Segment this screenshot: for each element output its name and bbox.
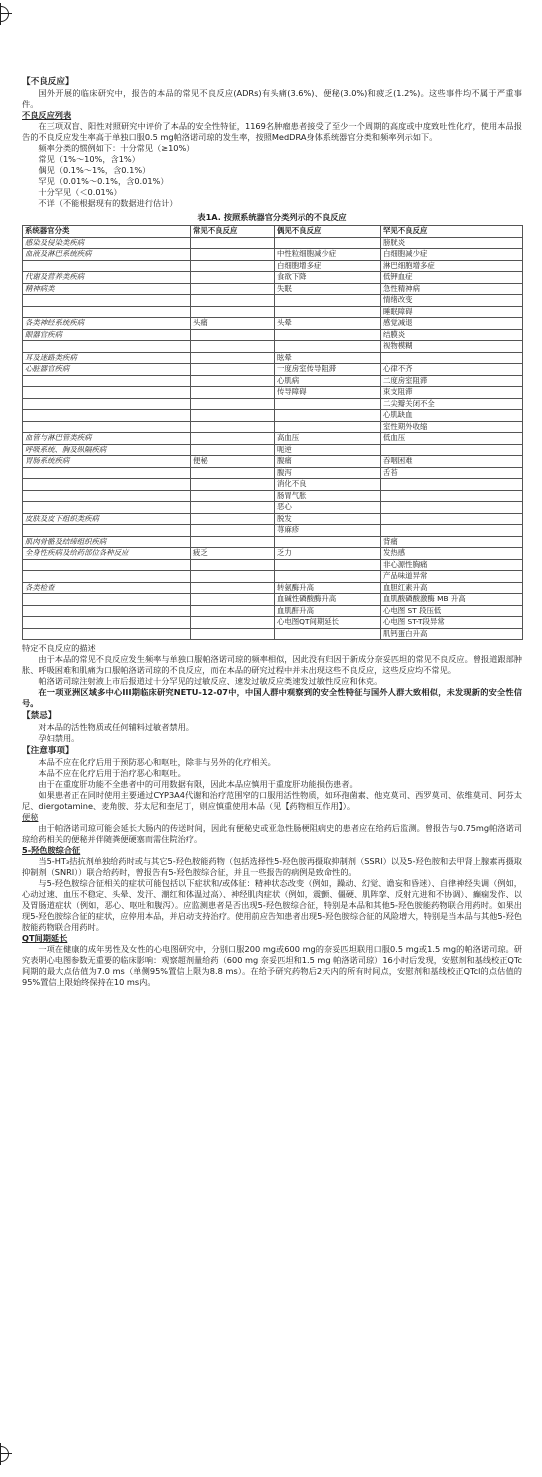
cell-rare: 二度房室阻滞 [381,375,523,387]
table-row [23,559,523,571]
cell-uncommon [275,571,381,583]
cell-common [191,513,275,525]
table-row [23,410,523,422]
cell-common [191,249,275,261]
cell-rare: 背痛 [381,536,523,548]
table-title: 表1A. 按照系统器官分类列示的不良反应 [197,212,347,222]
cell-uncommon [275,341,381,353]
cell-uncommon [275,398,381,410]
cell-rare: 视物模糊 [381,341,523,353]
adr-table [22,225,523,640]
cell-soc [23,502,191,514]
cell-uncommon: 消化不良 [275,479,381,491]
cell-uncommon: 转氨酶升高 [275,582,381,594]
frequency-line: 偶见（0.1%～1%，含0.1%） [38,165,151,175]
table-row [23,352,523,364]
cell-rare [381,490,523,502]
table-row [23,249,523,261]
cell-soc [23,410,191,422]
cell-soc: 皮肤及皮下组织类疾病 [23,513,191,525]
cell-common [191,352,275,364]
cell-soc: 心脏器官疾病 [23,364,191,376]
cell-soc [23,306,191,318]
table-row [23,329,523,341]
table-row [23,421,523,433]
table-row [23,548,523,560]
cell-soc: 肌肉骨骼及结缔组织疾病 [23,536,191,548]
chinese-population-note: 在一项亚洲区域多中心III期临床研究NETU-12-07中，中国人群中观察到的安全性特征与国外人群大致相似，未发现新的安全性信号。 [22,687,522,708]
cell-rare: 非心源性胸痛 [381,559,523,571]
contraindication-line: 孕妇禁用。 [38,733,80,743]
cell-common [191,559,275,571]
cell-rare: 白细胞减少症 [381,249,523,261]
frequency-line: 罕见（0.01%～0.1%，含0.01%） [38,176,169,186]
table-row [23,605,523,617]
cell-rare: 室性期外收缩 [381,421,523,433]
column-header-soc: 系统器官分类 [23,226,191,238]
cell-uncommon [275,410,381,422]
table-row [23,594,523,606]
table-row [23,318,523,330]
cell-soc [23,398,191,410]
cell-uncommon: 眩晕 [275,352,381,364]
cell-common [191,605,275,617]
frequency-convention [22,143,522,209]
cell-common [191,295,275,307]
cell-rare: 低血压 [381,433,523,445]
cell-soc: 呼吸系统、胸及纵隔疾病 [23,444,191,456]
cell-rare: 发热感 [381,548,523,560]
cell-soc [23,628,191,640]
table-row [23,502,523,514]
cell-uncommon: 心电图QT间期延长 [275,617,381,629]
table-row [23,513,523,525]
cell-common [191,341,275,353]
cell-rare: 急性精神病 [381,283,523,295]
specific-adr-paragraph: 由于本品的常见不良反应发生频率与单独口服帕洛诺司琼的频率相似，因此没有归因于新成分奈妥匹坦的常见不良反应。曾报道跟部肿胀、呼吸困难和肌痛为口服帕洛诺司琼的不良反应，而在本品的研究过程中并未出现这些不良反应，这些反应均不常见。 [22,654,522,675]
cell-common [191,237,275,249]
cell-uncommon: 腹痛 [275,456,381,468]
cell-uncommon: 心肌病 [275,375,381,387]
cell-common [191,433,275,445]
cell-uncommon: 高血压 [275,433,381,445]
cell-uncommon [275,237,381,249]
cell-rare [381,352,523,364]
cell-uncommon: 恶心 [275,502,381,514]
contraindication-line: 对本品的活性物质或任何辅料过敏者禁用。 [38,722,194,732]
table-row [23,467,523,479]
cell-uncommon: 荨麻疹 [275,525,381,537]
cell-common [191,306,275,318]
cell-rare: 吞咽困难 [381,456,523,468]
precaution-line: 本品不应在化疗后用于预防恶心和呕吐，除非与另外的化疗相关。 [38,757,276,767]
cell-common [191,444,275,456]
cell-rare: 结膜炎 [381,329,523,341]
cell-soc: 感染及侵染类疾病 [23,237,191,249]
cell-uncommon [275,295,381,307]
frequency-line: 频率分类的惯例如下：十分常见（≥10%） [38,143,195,153]
precautions-heading: 【注意事项】 [22,746,74,756]
cell-rare: 肌钙蛋白升高 [381,628,523,640]
cell-soc [23,594,191,606]
cell-rare: 心电图 ST-T段异常 [381,617,523,629]
table-row [23,272,523,284]
cell-rare: 血肌酸磷酸激酶 MB 升高 [381,594,523,606]
cell-uncommon [275,628,381,640]
cell-uncommon [275,421,381,433]
cell-common [191,571,275,583]
table-row [23,364,523,376]
frequency-line: 十分罕见（＜0.01%） [38,187,122,197]
contraindications-heading: 【禁忌】 [22,711,57,721]
cell-rare: 心电图 ST 段压低 [381,605,523,617]
leaflet-page [22,75,522,988]
constipation-heading: 便秘 [22,812,39,822]
table-row [23,306,523,318]
table-row [23,525,523,537]
table-header-row [23,226,523,238]
cell-rare [381,525,523,537]
cell-soc: 各类检查 [23,582,191,594]
cell-common [191,260,275,272]
registration-mark-top [0,6,9,22]
cell-rare: 心肌缺血 [381,410,523,422]
cell-common [191,387,275,399]
cell-rare: 血胆红素升高 [381,582,523,594]
constipation-paragraph: 由于帕洛诺司琼可能会延长大肠内的传送时间，因此有便秘史或亚急性肠梗阻病史的患者应在给药后监测。曾报告与0.75mg帕洛诺司琼给药相关的便秘并伴随粪便硬塞而需住院治疗。 [22,823,522,844]
column-header-uncommon: 偶见不良反应 [275,226,381,238]
cell-common [191,628,275,640]
cell-rare [381,479,523,491]
cell-soc [23,617,191,629]
cell-soc [23,375,191,387]
cell-uncommon: 头晕 [275,318,381,330]
cell-rare [381,444,523,456]
cell-common: 疲乏 [191,548,275,560]
cell-rare: 二尖瓣关闭不全 [381,398,523,410]
cell-common: 头痛 [191,318,275,330]
cell-uncommon: 血碱性磷酸酶升高 [275,594,381,606]
column-header-common: 常见不良反应 [191,226,275,238]
table-row [23,375,523,387]
cell-common [191,329,275,341]
cell-soc [23,605,191,617]
frequency-line: 常见（1%～10%，含1%） [38,154,140,164]
cell-common [191,594,275,606]
cell-rare: 心律不齐 [381,364,523,376]
cyp3a4-paragraph: 如果患者正在同时使用主要通过CYP3A4代谢和治疗范围窄的口服用活性物质，如环孢菌素、他克莫司、西罗莫司、依维莫司、阿芬太尼、diergotamine、麦角胺、芬太尼和奎尼丁，则应慎重使用本品（见【药物相互作用】）。 [22,790,522,811]
cell-soc: 代谢及营养类疾病 [23,272,191,284]
cell-uncommon: 血肌酐升高 [275,605,381,617]
cell-soc [23,341,191,353]
cell-common [191,582,275,594]
cell-common [191,479,275,491]
cell-common [191,375,275,387]
cell-rare: 睡眠障碍 [381,306,523,318]
table-row [23,479,523,491]
cell-uncommon [275,559,381,571]
cell-soc: 耳及迷路类疾病 [23,352,191,364]
cell-uncommon: 乏力 [275,548,381,560]
table-row [23,444,523,456]
cell-soc [23,467,191,479]
cell-soc [23,490,191,502]
cell-uncommon [275,329,381,341]
table-row [23,617,523,629]
cell-uncommon [275,306,381,318]
table-row [23,260,523,272]
table-row [23,398,523,410]
table-row [23,433,523,445]
cell-common [191,467,275,479]
cell-uncommon: 失眠 [275,283,381,295]
table-row [23,341,523,353]
cell-soc [23,295,191,307]
cell-common [191,536,275,548]
table-row [23,295,523,307]
precaution-line: 由于在重度肝功能不全患者中的可用数据有限，因此本品应慎用于重度肝功能损伤患者。 [38,779,358,789]
frequency-line: 不详（不能根据现有的数据进行估计） [38,198,178,208]
cell-common [191,617,275,629]
cell-soc [23,421,191,433]
cell-common [191,272,275,284]
cell-soc: 血管与淋巴管类疾病 [23,433,191,445]
cell-soc [23,525,191,537]
table-row [23,536,523,548]
cell-common [191,421,275,433]
cell-soc [23,559,191,571]
table-row [23,628,523,640]
serotonin-paragraph: 与5-羟色胺综合征相关的症状可能包括以下症状和/或体征：精神状态改变（例如，躁动、幻觉、谵妄和昏迷）、自律神经失调（例如，心动过速、血压不稳定、头晕、发汗、潮红和体温过高）、神经肌肉症状（例如，震颤、僵硬、肌阵挛、反射亢进和不协调）、癫痫发作、以及胃肠道症状（例如，恶心、呕吐和腹泻）。应监测患者是否出现5-羟色胺综合征，特别是本品和其他5-羟色胺能药物联合用药时。如果出现5-羟色胺综合征的症状，应停用本品，并启动支持治疗。使用前应告知患者出现5-羟色胺综合征的风险增大，特别是当本品与其他5-羟色胺能药物联合用药时。 [22,878,522,932]
cell-common: 便秘 [191,456,275,468]
cell-soc: 胃肠系统疾病 [23,456,191,468]
table-row [23,456,523,468]
cell-uncommon: 中性粒细胞减少症 [275,249,381,261]
cell-soc: 全身性疾病及给药部位各种反应 [23,548,191,560]
cell-soc [23,260,191,272]
adverse-reactions-heading: 【不良反应】 [22,77,74,87]
cell-rare: 低钾血症 [381,272,523,284]
cell-rare: 舌苔 [381,467,523,479]
cell-rare: 束支阻滞 [381,387,523,399]
cell-uncommon: 肠胃气胀 [275,490,381,502]
cell-soc: 精神病类 [23,283,191,295]
adr-list-intro: 在三项双盲、阳性对照研究中评价了本品的安全性特征，1169名肿瘤患者接受了至少一个周期的高度或中度致吐性化疗，使用本品报告的不良反应发生率高于单独口服0.5 mg帕洛诺司琼的发生率，按照MedDRA身体系统器官分类和频率列示如下。 [22,121,522,142]
cell-soc: 血液及淋巴系统疾病 [23,249,191,261]
cell-uncommon: 传导障碍 [275,387,381,399]
cell-uncommon: 白细胞增多症 [275,260,381,272]
cell-uncommon: 一度房室传导阻滞 [275,364,381,376]
table-row [23,237,523,249]
cell-rare: 产品味道异常 [381,571,523,583]
cell-common [191,410,275,422]
qt-paragraph: 一项在健康的成年男性及女性的心电图研究中，分别口服200 mg或600 mg的奈妥匹坦联用口服0.5 mg或1.5 mg的帕洛诺司琼。研究表明心电图参数无重要的临床影响：观察超剂量给药（600 mg 奈妥匹坦和1.5 mg 帕洛诺司琼）16小时后发现，安慰剂和基线校正QTc间期的最大点估值为7.0 ms（单侧95%置信上限为8.8 ms）。在给予研究药物后2天内的所有时间点，安慰剂和基线校正QTcl的点估值的95%置信上限始终保持在10 ms内。 [22,944,522,987]
cell-rare: 淋巴细胞增多症 [381,260,523,272]
cell-common [191,525,275,537]
qt-prolongation-heading: QT间期延长 [22,933,68,943]
cell-soc: 眼器官疾病 [23,329,191,341]
cell-common [191,283,275,295]
table-row [23,571,523,583]
precaution-line: 本品不应在化疗后用于治疗恶心和呕吐。 [38,768,186,778]
cell-rare: 膀胱炎 [381,237,523,249]
specific-adr-heading: 特定不良反应的描述 [22,643,96,653]
table-row [23,582,523,594]
cell-rare [381,502,523,514]
cell-rare: 感觉减退 [381,318,523,330]
cell-uncommon: 呃逆 [275,444,381,456]
cell-rare: 情绪改变 [381,295,523,307]
registration-mark-bottom [0,1446,9,1462]
cell-soc [23,387,191,399]
cell-soc [23,571,191,583]
cell-common [191,364,275,376]
cell-common [191,490,275,502]
cell-common [191,502,275,514]
cell-soc: 各类神经系统疾病 [23,318,191,330]
cell-uncommon: 脱发 [275,513,381,525]
cell-soc [23,479,191,491]
cell-uncommon: 食欲下降 [275,272,381,284]
table-row [23,490,523,502]
adr-list-heading: 不良反应列表 [22,110,72,120]
cell-uncommon: 腹泻 [275,467,381,479]
table-row [23,387,523,399]
adverse-reactions-intro: 国外开展的临床研究中，报告的本品的常见不良反应(ADRs)有头痛(3.6%)、便秘(3.0%)和疲乏(1.2%)。这些事件均不属于严重事件。 [22,88,522,109]
cell-uncommon [275,536,381,548]
serotonin-paragraph: 当5-HT₃拮抗剂单独给药时或与其它5-羟色胺能药物（包括选择性5-羟色胺再摄取抑制剂（SSRI）以及5-羟色胺和去甲肾上腺素再摄取抑制剂（SNRI））联合给药时，曾报告有5-羟色胺综合征，并且一些报告的病例是致命性的。 [22,856,522,877]
table-row [23,283,523,295]
column-header-rare: 罕见不良反应 [381,226,523,238]
cell-rare [381,513,523,525]
serotonin-syndrome-heading: 5-羟色胺综合征 [22,845,81,855]
cell-common [191,398,275,410]
specific-adr-paragraph: 帕洛诺司琼注射液上市后报道过十分罕见的过敏反应、速发过敏反应类速发过敏性反应和休克。 [38,676,383,686]
